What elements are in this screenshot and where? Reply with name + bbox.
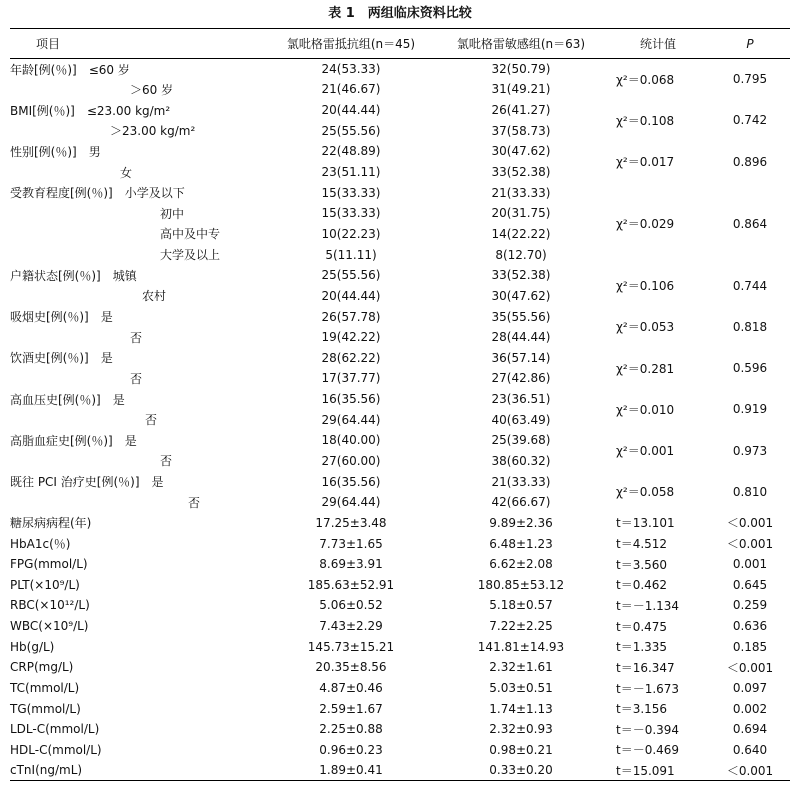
table-row — [10, 533, 790, 554]
sensitive-group-value: 6.62±2.08 — [489, 557, 553, 572]
p-value: 0.002 — [732, 701, 768, 716]
resistant-group-value: 26(57.78) — [321, 309, 381, 324]
table-row — [10, 616, 790, 637]
row-item-label: 户籍状态[例(％)] 城镇 — [10, 268, 137, 283]
p-value: 0.744 — [732, 278, 768, 293]
table-row — [10, 306, 790, 327]
row-item-label: 高血压史[例(％)] 是 — [10, 392, 125, 407]
row-item-label: 初中 — [160, 206, 185, 221]
statistic-value: t＝15.091 — [616, 763, 675, 778]
row-item-label: 既往 PCI 治疗史[例(％)] 是 — [10, 475, 164, 490]
resistant-group-value: 21(46.67) — [321, 82, 381, 97]
statistic-value: χ²＝0.053 — [616, 320, 675, 335]
row-item-label: 农村 — [142, 289, 167, 304]
sensitive-group-value: 6.48±1.23 — [489, 536, 553, 551]
resistant-group-value: 20(44.44) — [321, 103, 381, 118]
table-row — [10, 59, 790, 80]
resistant-group-value: 25(55.56) — [321, 268, 381, 283]
resistant-group-value: 8.69±3.91 — [319, 557, 383, 572]
statistic-value: χ²＝0.029 — [616, 217, 675, 232]
statistic-value: χ²＝0.058 — [616, 485, 675, 500]
resistant-group-value: 28(62.22) — [321, 350, 381, 365]
resistant-group-value: 0.96±0.23 — [319, 742, 383, 757]
sensitive-group-value: 180.85±53.12 — [477, 577, 565, 592]
row-item-label: RBC(×10¹²/L) — [10, 598, 90, 613]
sensitive-group-value: 23(36.51) — [491, 392, 551, 407]
sensitive-group-value: 33(52.38) — [491, 268, 551, 283]
statistic-value: χ²＝0.281 — [616, 361, 675, 376]
statistic-value: t＝16.347 — [616, 660, 675, 675]
row-item-label: LDL-C(mmol/L) — [10, 722, 100, 737]
resistant-group-value: 18(40.00) — [321, 433, 381, 448]
resistant-group-value: 23(51.11) — [321, 165, 381, 180]
sensitive-group-value: 38(60.32) — [491, 453, 551, 468]
row-item-label: HDL-C(mmol/L) — [10, 742, 102, 757]
table-row — [10, 182, 790, 203]
p-value: 0.810 — [732, 484, 768, 499]
sensitive-group-value: 0.33±0.20 — [489, 763, 553, 778]
table-header — [10, 29, 790, 59]
table-caption: 表 1 两组临床资料比较 — [328, 6, 472, 21]
p-value: 0.001 — [732, 557, 768, 572]
resistant-group-value: 10(22.23) — [321, 226, 381, 241]
sensitive-group-value: 36(57.14) — [491, 350, 551, 365]
p-value: ＜0.001 — [726, 537, 774, 552]
table-row — [10, 698, 790, 719]
row-item-label: TC(mmol/L) — [10, 681, 80, 696]
header-item: 项目 — [36, 37, 61, 51]
row-item-label: 女 — [120, 165, 133, 180]
sensitive-group-value: 1.74±1.13 — [489, 701, 553, 716]
sensitive-group-value: 32(50.79) — [491, 62, 551, 77]
sensitive-group-value: 26(41.27) — [491, 103, 551, 118]
row-item-label: WBC(×10⁹/L) — [10, 619, 89, 634]
resistant-group-value: 185.63±52.91 — [307, 577, 395, 592]
statistic-value: χ²＝0.001 — [616, 444, 675, 459]
table-row — [10, 471, 790, 492]
statistic-value: t＝0.475 — [616, 619, 668, 634]
sensitive-group-value: 9.89±2.36 — [489, 515, 553, 530]
p-value: 0.259 — [732, 598, 768, 613]
statistic-value: χ²＝0.017 — [616, 155, 675, 170]
resistant-group-value: 20.35±8.56 — [315, 660, 387, 675]
table-row — [10, 595, 790, 616]
row-item-label: ＞23.00 kg/m² — [110, 124, 196, 139]
sensitive-group-value: 5.03±0.51 — [489, 681, 553, 696]
statistic-value: t＝1.335 — [616, 640, 668, 655]
table-row — [10, 740, 790, 761]
sensitive-group-value: 40(63.49) — [491, 412, 551, 427]
resistant-group-value: 5(11.11) — [325, 247, 377, 262]
statistic-value: t＝－0.469 — [616, 743, 680, 758]
statistic-value: t＝－0.394 — [616, 722, 680, 737]
row-item-label: PLT(×10⁹/L) — [10, 577, 80, 592]
row-item-label: 饮酒史[例(％)] 是 — [10, 351, 113, 366]
resistant-group-value: 2.59±1.67 — [319, 701, 383, 716]
resistant-group-value: 2.25±0.88 — [319, 722, 383, 737]
p-value: 0.896 — [732, 154, 768, 169]
table-row — [10, 347, 790, 368]
row-item-label: 性别[例(％)] 男 — [10, 144, 101, 159]
table-row — [10, 719, 790, 740]
row-item-label: 否 — [188, 495, 201, 510]
row-item-label: 否 — [145, 413, 158, 428]
row-item-label: TG(mmol/L) — [10, 701, 81, 716]
row-item-label: CRP(mg/L) — [10, 660, 74, 675]
table-row — [10, 141, 790, 162]
sensitive-group-value: 8(12.70) — [495, 247, 547, 262]
sensitive-group-value: 35(55.56) — [491, 309, 551, 324]
resistant-group-value: 29(64.44) — [321, 412, 381, 427]
row-item-label: FPG(mmol/L) — [10, 557, 88, 572]
header-row — [10, 29, 790, 59]
sensitive-group-value: 30(47.62) — [491, 144, 551, 159]
statistic-value: t＝3.156 — [616, 702, 668, 717]
table-row — [10, 554, 790, 575]
resistant-group-value: 4.87±0.46 — [319, 681, 383, 696]
statistic-value: χ²＝0.108 — [616, 113, 675, 128]
sensitive-group-value: 5.18±0.57 — [489, 598, 553, 613]
sensitive-group-value: 25(39.68) — [491, 433, 551, 448]
statistic-value: t＝－1.134 — [616, 598, 680, 613]
row-item-label: 否 — [130, 371, 143, 386]
statistic-value: t＝4.512 — [616, 537, 668, 552]
p-value: 0.818 — [732, 319, 768, 334]
resistant-group-value: 7.43±2.29 — [319, 619, 383, 634]
table-row — [10, 575, 790, 596]
resistant-group-value: 20(44.44) — [321, 288, 381, 303]
table-row — [10, 636, 790, 657]
row-item-label: 否 — [160, 454, 173, 469]
statistic-value: t＝13.101 — [616, 516, 675, 531]
row-item-label: cTnI(ng/mL) — [10, 763, 83, 778]
row-item-label: 受教育程度[例(％)] 小学及以下 — [10, 186, 185, 201]
p-value: 0.636 — [732, 619, 768, 634]
resistant-group-value: 5.06±0.52 — [319, 598, 383, 613]
sensitive-group-value: 21(33.33) — [491, 474, 551, 489]
resistant-group-value: 7.73±1.65 — [319, 536, 383, 551]
resistant-group-value: 29(64.44) — [321, 495, 381, 510]
statistic-value: t＝－1.673 — [616, 681, 680, 696]
header-statistic: 统计值 — [639, 37, 676, 51]
table-row — [10, 265, 790, 286]
row-item-label: 高中及中专 — [160, 227, 221, 242]
sensitive-group-value: 21(33.33) — [491, 185, 551, 200]
table-row — [10, 657, 790, 678]
sensitive-group-value: 28(44.44) — [491, 330, 551, 345]
statistic-value: t＝0.462 — [616, 578, 668, 593]
statistic-value: χ²＝0.068 — [616, 72, 675, 87]
table-row — [10, 430, 790, 451]
table-row — [10, 100, 790, 121]
p-value: 0.864 — [732, 216, 768, 231]
p-value: 0.645 — [732, 577, 768, 592]
row-item-label: 年龄[例(％)] ≤60 岁 — [10, 62, 130, 77]
sensitive-group-value: 14(22.22) — [491, 226, 551, 241]
statistic-value: χ²＝0.106 — [616, 279, 675, 294]
row-item-label: 高脂血症史[例(％)] 是 — [10, 433, 137, 448]
p-value: ＜0.001 — [726, 660, 774, 675]
row-item-label: Hb(g/L) — [10, 639, 55, 654]
p-value: ＜0.001 — [726, 763, 774, 778]
resistant-group-value: 15(33.33) — [321, 185, 381, 200]
resistant-group-value: 27(60.00) — [321, 453, 381, 468]
resistant-group-value: 1.89±0.41 — [319, 763, 383, 778]
resistant-group-value: 19(42.22) — [321, 330, 381, 345]
table-row — [10, 389, 790, 410]
row-item-label: 吸烟史[例(％)] 是 — [10, 310, 113, 324]
sensitive-group-value: 27(42.86) — [491, 371, 551, 386]
p-value: ＜0.001 — [726, 516, 774, 531]
row-item-label: 大学及以上 — [160, 248, 221, 263]
resistant-group-value: 22(48.89) — [321, 144, 381, 159]
p-value: 0.097 — [732, 681, 768, 696]
sensitive-group-value: 37(58.73) — [491, 123, 551, 138]
p-value: 0.596 — [732, 361, 768, 376]
clinical-comparison-table — [10, 28, 790, 781]
table-body — [10, 59, 790, 781]
p-value: 0.973 — [732, 443, 768, 458]
p-value: 0.185 — [732, 639, 768, 654]
sensitive-group-value: 30(47.62) — [491, 288, 551, 303]
table-row — [10, 760, 790, 781]
row-item-label: BMI[例(％)] ≤23.00 kg/m² — [10, 103, 171, 118]
sensitive-group-value: 2.32±1.61 — [489, 660, 553, 675]
resistant-group-value: 16(35.56) — [321, 392, 381, 407]
resistant-group-value: 17(37.77) — [321, 371, 381, 386]
sensitive-group-value: 31(49.21) — [491, 82, 551, 97]
resistant-group-value: 25(55.56) — [321, 123, 381, 138]
row-item-label: HbA1c(％) — [10, 537, 71, 552]
table-row — [10, 678, 790, 699]
p-value: 0.919 — [732, 402, 768, 417]
resistant-group-value: 16(35.56) — [321, 474, 381, 489]
statistic-value: t＝3.560 — [616, 557, 668, 572]
table-row — [10, 513, 790, 534]
sensitive-group-value: 7.22±2.25 — [489, 619, 553, 634]
sensitive-group-value: 33(52.38) — [491, 165, 551, 180]
p-value: 0.742 — [732, 113, 768, 128]
resistant-group-value: 17.25±3.48 — [315, 515, 387, 530]
sensitive-group-value: 141.81±14.93 — [477, 639, 565, 654]
resistant-group-value: 15(33.33) — [321, 206, 381, 221]
sensitive-group-value: 42(66.67) — [491, 495, 551, 510]
p-value: 0.640 — [732, 742, 768, 757]
sensitive-group-value: 2.32±0.93 — [489, 722, 553, 737]
header-resistant-group: 氯吡格雷抵抗组(n＝45) — [286, 37, 416, 51]
resistant-group-value: 24(53.33) — [321, 62, 381, 77]
header-p-value: P — [746, 36, 754, 51]
header-sensitive-group: 氯吡格雷敏感组(n＝63) — [456, 37, 586, 51]
resistant-group-value: 145.73±15.21 — [307, 639, 395, 654]
statistic-value: χ²＝0.010 — [616, 402, 675, 417]
p-value: 0.795 — [732, 72, 768, 87]
row-item-label: 否 — [130, 330, 143, 345]
row-item-label: ＞60 岁 — [130, 82, 174, 97]
row-item-label: 糖尿病病程(年) — [10, 516, 92, 531]
sensitive-group-value: 0.98±0.21 — [489, 742, 553, 757]
sensitive-group-value: 20(31.75) — [491, 206, 551, 221]
p-value: 0.694 — [732, 722, 768, 737]
